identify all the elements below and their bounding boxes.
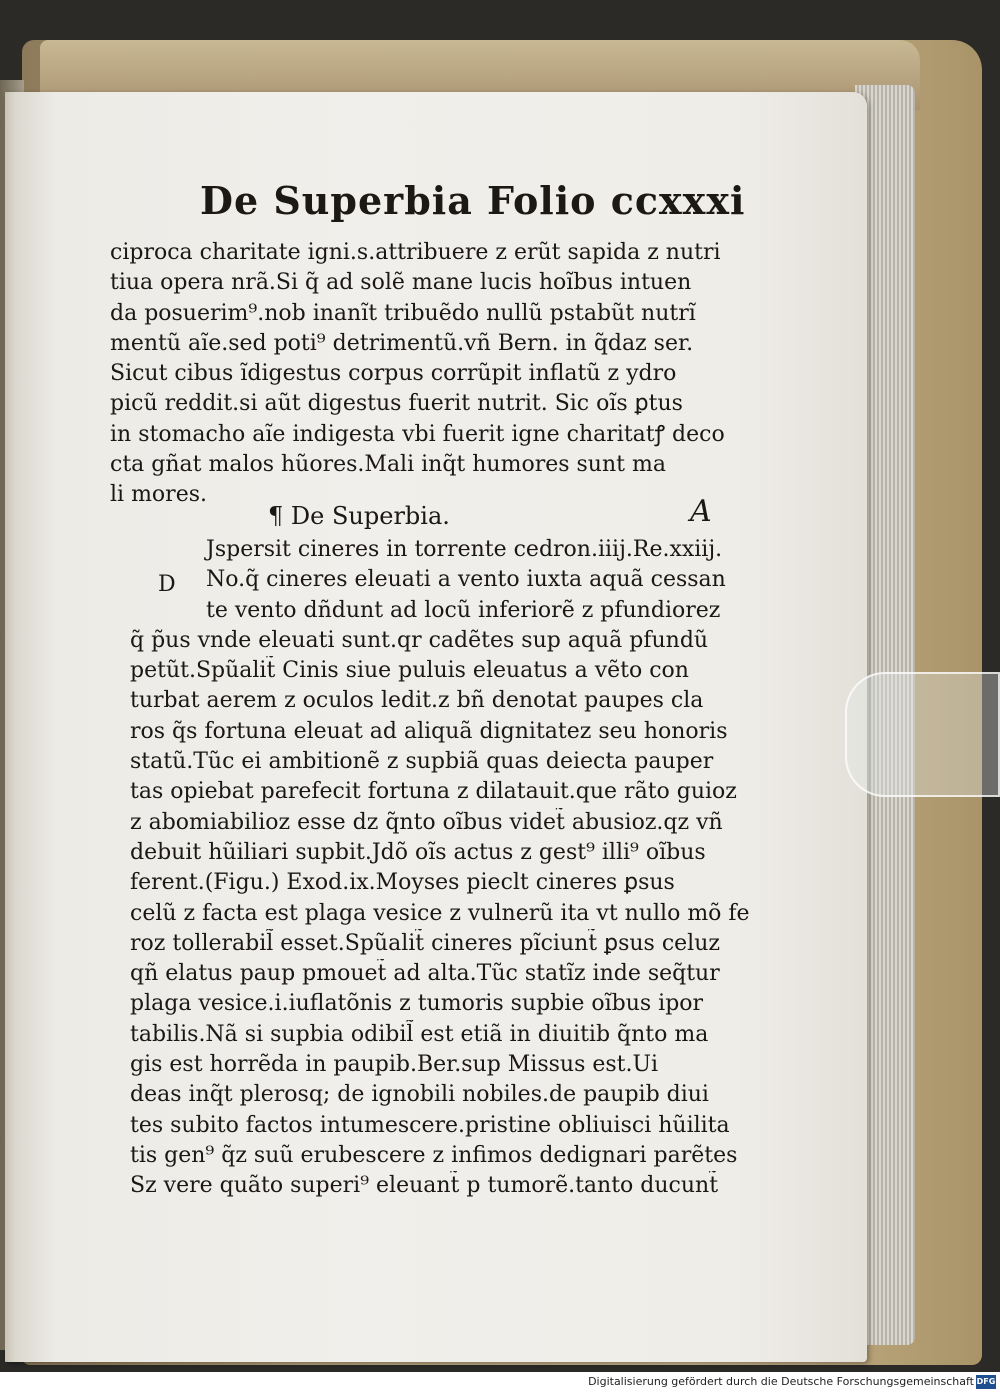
text-line: gis est horrẽda in paupib.Ber.sup Missus est.Ui xyxy=(130,1052,659,1078)
text-line: celũ z facta est plaga vesice z vulnerũ ita vt nullo mõ fe xyxy=(130,900,750,926)
text-line: roz tollerabil̃ esset.Spũalit̃ cineres pĩciunt̃ ꝑsus celuz xyxy=(130,930,720,956)
text-line: statũ.Tũc ei ambitionẽ z supbiã quas deiecta pauper xyxy=(130,749,714,775)
text-line: turbat aerem z oculos ledit.z bñ denotat paupes cla xyxy=(130,688,704,714)
text-line: li mores. xyxy=(110,482,207,508)
text-line: da posuerim⁹.nob inanĩt tribuẽdo nullũ pstabũt nutrĩ xyxy=(110,300,696,326)
text-line: Jspersit cineres in torrente cedron.iiij.Re.xxiij. xyxy=(206,537,723,562)
paragraph-1 xyxy=(110,238,790,511)
text-line: picũ reddit.si aũt digestus fuerit nutrit. Sic oĩs ꝑtus xyxy=(110,391,683,417)
text-line: plaga vesice.i.iuflatõnis z tumoris supbie oĩbus ipor xyxy=(130,991,704,1017)
text-line: te vento dñdunt ad locũ inferiorẽ z pfundiorez xyxy=(206,597,721,623)
text-line: debuit hũiliari supbit.Jdõ oĩs actus z gest⁹ illi⁹ oĩbus xyxy=(130,839,706,865)
margin-letter: D xyxy=(158,572,176,597)
text-line: mentũ aĩe.sed poti⁹ detrimentũ.vñ Bern. in q̃daz ser. xyxy=(110,330,694,356)
text-line: deas inq̃t plerosq; de ignobili nobiles.de paupib diui xyxy=(130,1082,709,1108)
running-title: De Superbia Folio ccxxxi xyxy=(200,178,746,223)
dfg-credit[interactable]: Digitalisierung gefördert durch die Deutsche Forschungsgemeinschaft xyxy=(588,1375,974,1388)
text-line: Sicut cibus ĩdigestus corpus corrũpit inflatũ z ydro xyxy=(110,361,677,387)
text-line: tes subito factos intumescere.pristine obliuisci hũilita xyxy=(130,1112,730,1138)
page-gutter xyxy=(5,92,15,1362)
text-line: No.q̃ cineres eleuati a vento iuxta aquã cessan xyxy=(206,567,726,593)
text-line: ros q̃s fortuna eleuat ad aliquã dignitatez seu honoris xyxy=(130,718,728,744)
text-line: in stomacho aĩe indigesta vbi fuerit igne charitatꝭ deco xyxy=(110,421,725,447)
text-line: tas opiebat parefecit fortuna z dilatauit.que rãto guioz xyxy=(130,779,737,805)
text-line: z abomiabilioz esse dz q̃nto oĩbus videt̃ abusioz.qz vñ xyxy=(130,809,723,835)
dfg-logo-icon[interactable]: DFG xyxy=(976,1375,996,1389)
text-line: ferent.(Figu.) Exod.ix.Moyses pieclt cineres ꝑsus xyxy=(130,870,675,896)
text-line: cta gñat malos hũores.Mali inq̃t humores sunt ma xyxy=(110,452,666,478)
footer-bar xyxy=(0,1372,1000,1393)
text-line: tis gen⁹ q̃z suũ erubescere z infimos dedignari parẽtes xyxy=(130,1142,738,1168)
text-line: tabilis.Nã si supbia odibil̃ est etiã in diuitib q̃nto ma xyxy=(130,1021,709,1047)
initial-letter: A xyxy=(690,494,712,529)
text-line: ciproca charitate igni.s.attribuere z erũt sapida z nutri xyxy=(110,240,721,265)
text-line: qñ elatus paup pmouet̃ ad alta.Tũc statĩz inde seq̃tur xyxy=(130,961,720,987)
page-clip xyxy=(845,672,1000,797)
text-line: q̃ p̃us vnde eleuati sunt.qr cadẽtes sup aquã pfundũ xyxy=(130,627,709,653)
text-line: petũt.Spũalit̃ Cinis siue puluis eleuatus a vẽto con xyxy=(130,658,689,684)
text-line: tiua opera nrã.Si q̃ ad solẽ mane lucis hoĩbus intuen xyxy=(110,270,692,296)
paragraph-2 xyxy=(130,535,790,1202)
text-line: Sz vere quãto superi⁹ eleuant̃ p tumorẽ.tanto ducunt̃ xyxy=(130,1173,719,1199)
section-heading: ¶ De Superbia. xyxy=(268,502,450,530)
